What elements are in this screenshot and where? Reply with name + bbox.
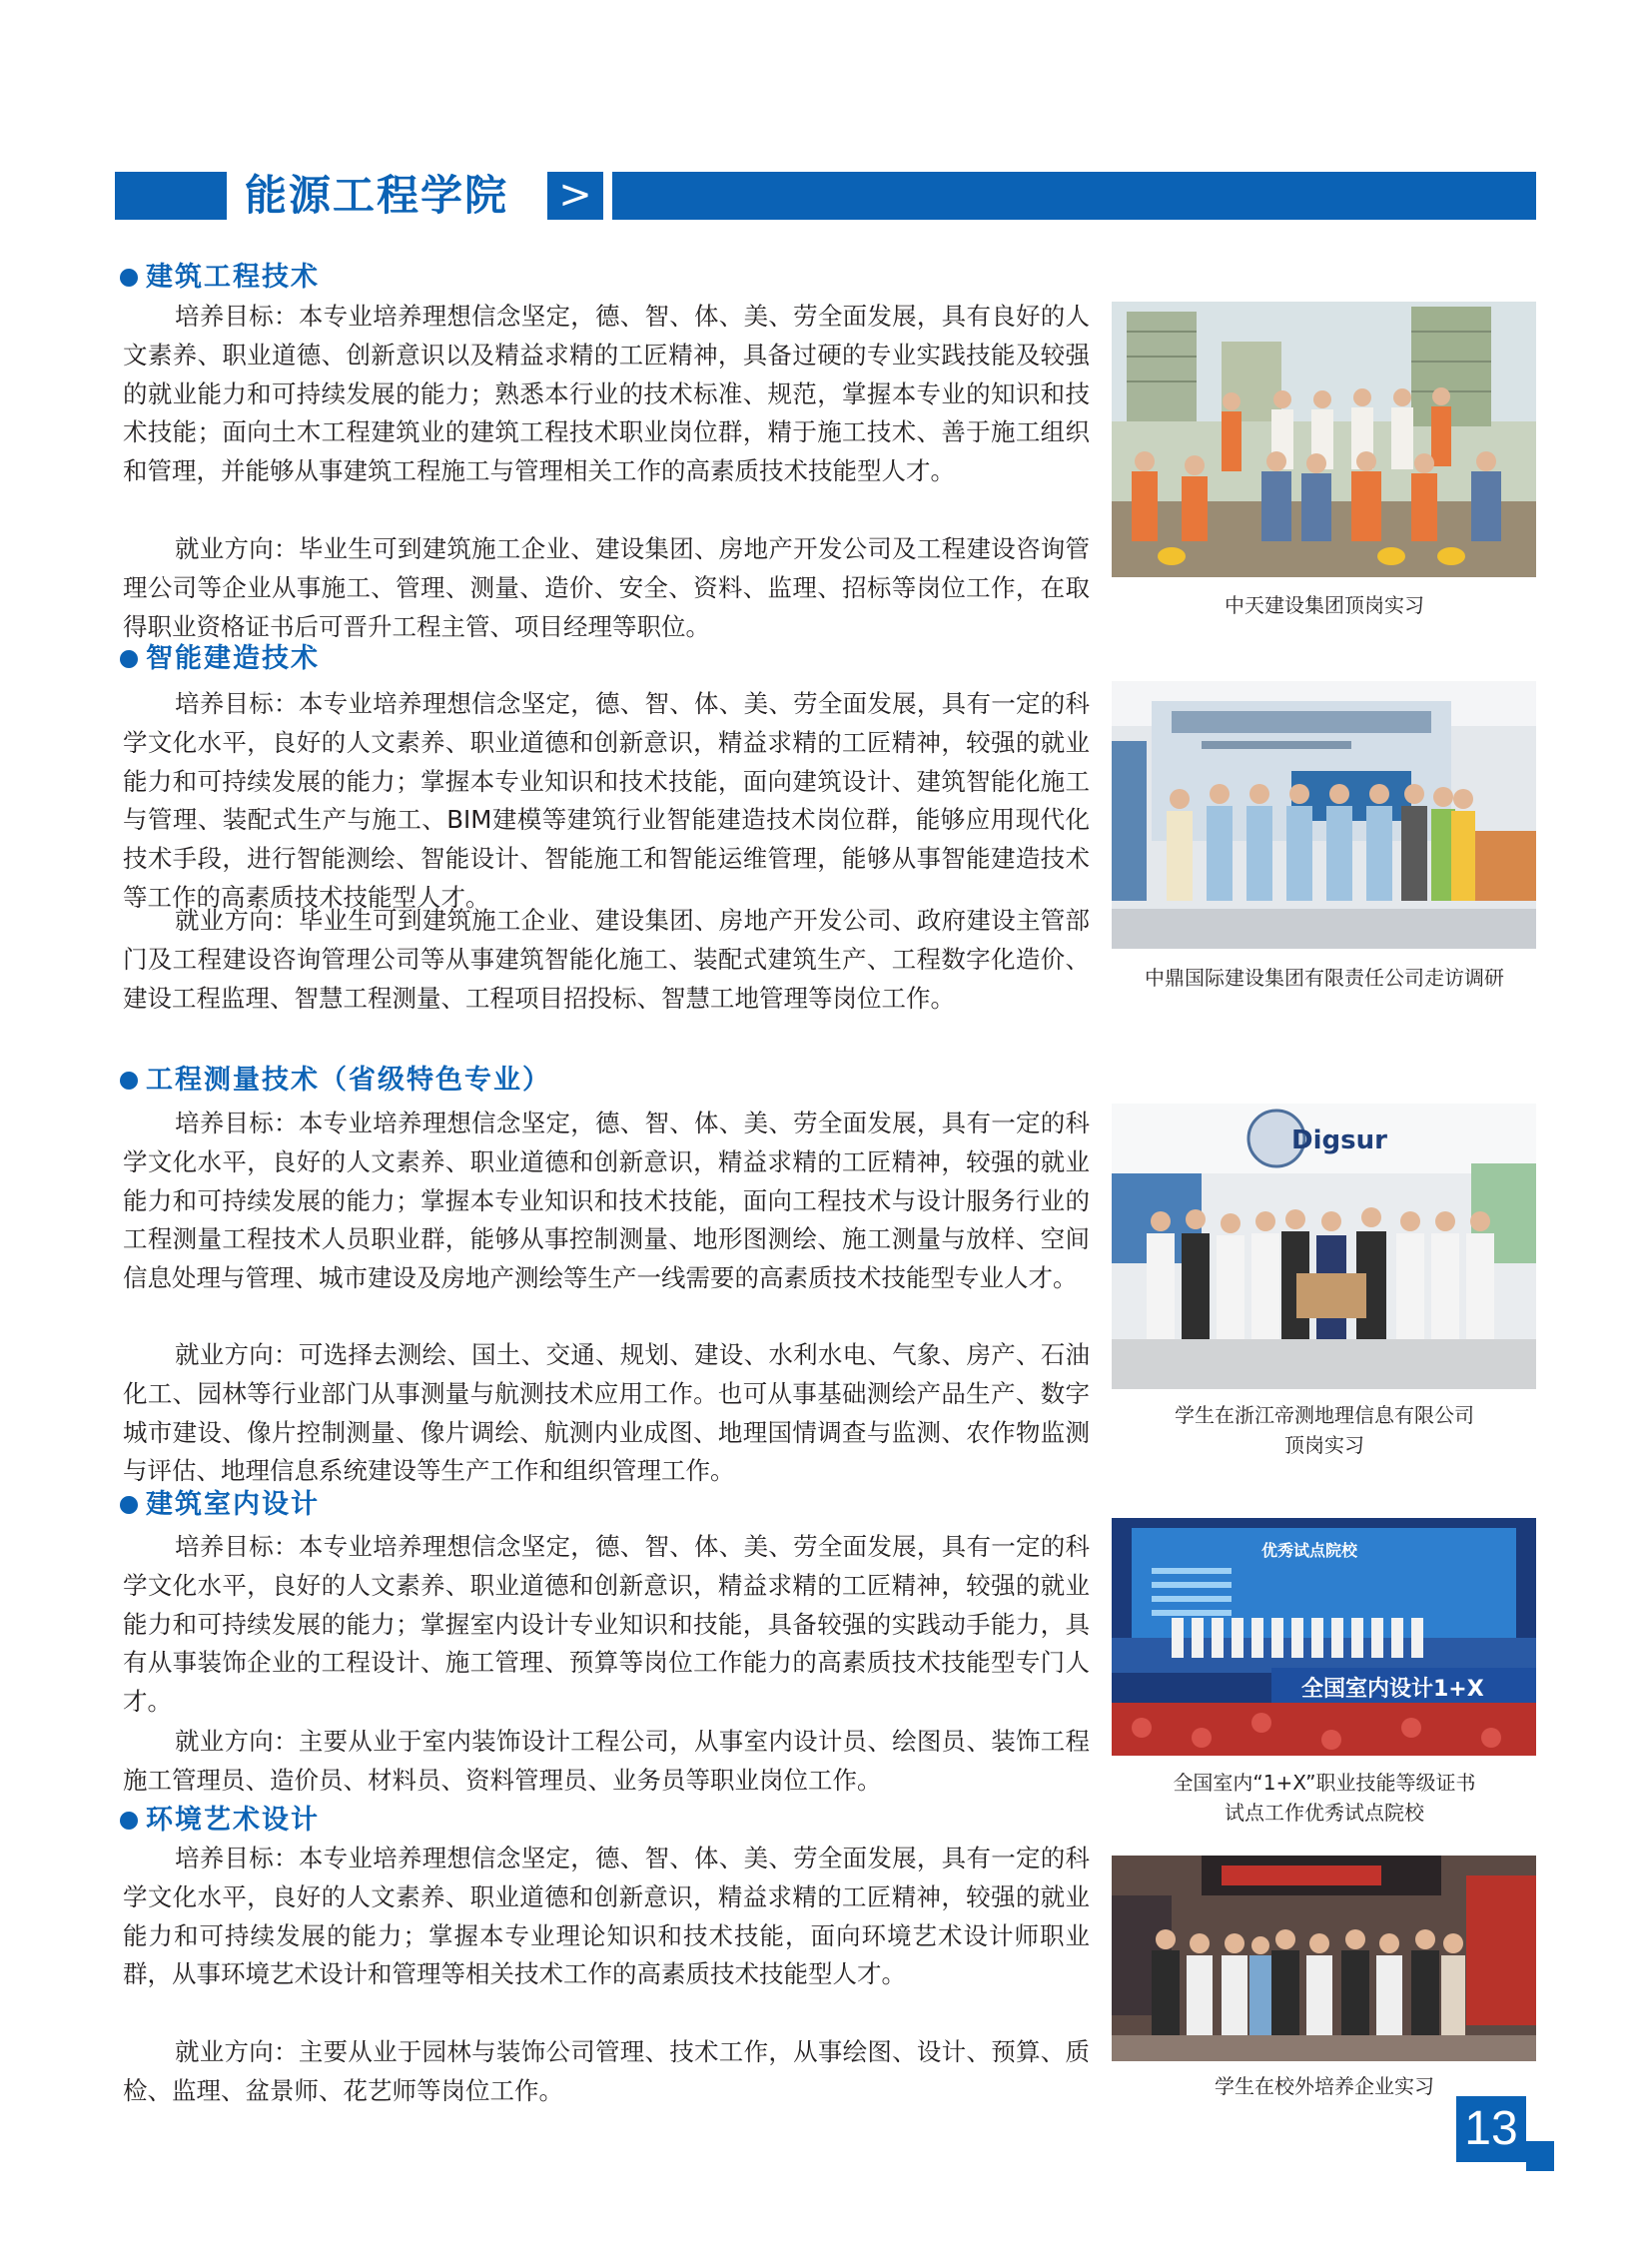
section-goal: 培养目标：本专业培养理想信念坚定，德、智、体、美、劳全面发展，具有一定的科学文化水平，良好的人文素养、职业道德和创新意识，精益求精的工匠精神，较强的就业能力和可持续发展的能力；掌握室内设计专业知识和技能，具备较强的实践动手能力，具有从事装饰企业的工程设计、施工管理、预算等岗位工作能力的高素质技术技能型专门人才。 — [123, 1532, 1090, 1717]
section-goal: 培养目标：本专业培养理想信念坚定，德、智、体、美、劳全面发展，具有一定的科学文化水平，良好的人文素养、职业道德和创新意识，精益求精的工匠精神，较强的就业能力和可持续发展的能力；掌握本专业知识和技术技能，面向工程技术与设计服务行业的工程测量工程技术人员职业群，能够从事控制测量、地形图测绘、施工测量与放样、空间信息处理与管理、城市建设及房地产测绘等生产一线需要的高素质技术技能型专业人才。 — [123, 1109, 1090, 1293]
section-title: 智能建造技术 — [120, 639, 320, 679]
section-career: 就业方向：毕业生可到建筑施工企业、建设集团、房地产开发公司、政府建设主管部门及工程建设咨询管理公司等从事建筑智能化施工、装配式建筑生产、工程数字化造价、建设工程监理、智慧工程测量、工程项目招投标、智慧工地管理等岗位工作。 — [123, 906, 1090, 1013]
chevron-right-icon: > — [547, 172, 603, 220]
section-career: 就业方向：主要从业于园林与装饰公司管理、技术工作，从事绘图、设计、预算、质检、监理、盆景师、花艺师等岗位工作。 — [123, 2037, 1090, 2105]
photo-caption: 学生在校外培养企业实习 — [1215, 2074, 1434, 2098]
section-title: 环境艺术设计 — [120, 1801, 320, 1841]
section-career: 就业方向：主要从业于室内装饰设计工程公司，从事室内设计员、绘图员、装饰工程施工管理员、造价员、材料员、资料管理员、业务员等职业岗位工作。 — [123, 1727, 1090, 1795]
photo-award-ceremony — [1112, 1518, 1536, 1756]
bullet-dot-icon — [120, 1812, 138, 1830]
section-title: 工程测量技术（省级特色专业） — [120, 1061, 551, 1101]
section-goal: 培养目标：本专业培养理想信念坚定，德、智、体、美、劳全面发展，具有良好的人文素养、职业道德、创新意识以及精益求精的工匠精神，具备过硬的专业实践技能及较强的就业能力和可持续发展的能力；熟悉本行业的技术标准、规范，掌握本专业的知识和技术技能；面向土木工程建筑业的建筑工程技术职业岗位群，精于施工技术、善于施工组织和管理，并能够从事建筑工程施工与管理相关工作的高素质技术技能型人才。 — [123, 302, 1090, 486]
bullet-dot-icon — [120, 1072, 138, 1090]
section-title: 建筑室内设计 — [120, 1485, 320, 1525]
banner-text: 全国室内设计1+X — [1301, 1677, 1484, 1702]
stage-sign-text: 优秀试点院校 — [1261, 1541, 1358, 1560]
sign-text: Digsur — [1291, 1125, 1387, 1155]
section-goal: 培养目标：本专业培养理想信念坚定，德、智、体、美、劳全面发展，具有一定的科学文化水平，良好的人文素养、职业道德和创新意识，精益求精的工匠精神，较强的就业能力和可持续发展的能力；掌握本专业理论知识和技术技能，面向环境艺术设计师职业群，从事环境艺术设计和管理等相关技术工作的高素质技术技能型人才。 — [123, 1844, 1090, 1989]
bullet-dot-icon — [120, 1496, 138, 1514]
photo-enterprise-internship — [1112, 1856, 1536, 2061]
photo-company-visit — [1112, 681, 1536, 949]
photo-caption: 中天建设集团顶岗实习 — [1225, 593, 1424, 617]
page-number: 13 — [1456, 2096, 1526, 2162]
header-bar-right — [612, 172, 1536, 220]
photo-caption: 全国室内“1+X”职业技能等级证书 试点工作优秀试点院校 — [1173, 1771, 1476, 1825]
photo-surveying-company — [1112, 1104, 1536, 1389]
section-title: 建筑工程技术 — [120, 258, 320, 298]
page-number-tab — [1526, 2141, 1554, 2171]
bullet-dot-icon — [120, 269, 138, 287]
section-career: 就业方向：可选择去测绘、国土、交通、规划、建设、水利水电、气象、房产、石油化工、园林等行业部门从事测量与航测技术应用工作。也可从事基础测绘产品生产、数字城市建设、像片控制测量、像片调绘、航测内业成图、地理国情调查与监测、农作物监测与评估、地理信息系统建设等生产工作和组织管理工作。 — [123, 1340, 1090, 1486]
section-goal: 培养目标：本专业培养理想信念坚定，德、智、体、美、劳全面发展，具有一定的科学文化水平，良好的人文素养、职业道德和创新意识，精益求精的工匠精神，较强的就业能力和可持续发展的能力；掌握本专业知识和技术技能，面向建筑设计、建筑智能化施工与管理、装配式生产与施工、BIM建模等建筑行业智能建造技术岗位群，能够应用现代化技术手段，进行智能测绘、智能设计、智能施工和智能运维管理，能够从事智能建造技术等工作的高素质技术技能型人才。 — [123, 689, 1090, 912]
header-bar-left — [115, 172, 227, 220]
photo-caption: 学生在浙江帝测地理信息有限公司 顶岗实习 — [1175, 1403, 1474, 1457]
bullet-dot-icon — [120, 650, 138, 668]
page-title: 能源工程学院 — [245, 171, 509, 220]
photo-construction-site — [1112, 302, 1536, 577]
section-career: 就业方向：毕业生可到建筑施工企业、建设集团、房地产开发公司及工程建设咨询管理公司等企业从事施工、管理、测量、造价、安全、资料、监理、招标等岗位工作，在取得职业资格证书后可晋升工程主管、项目经理等职位。 — [123, 534, 1090, 641]
photo-caption: 中鼎国际建设集团有限责任公司走访调研 — [1145, 966, 1504, 990]
